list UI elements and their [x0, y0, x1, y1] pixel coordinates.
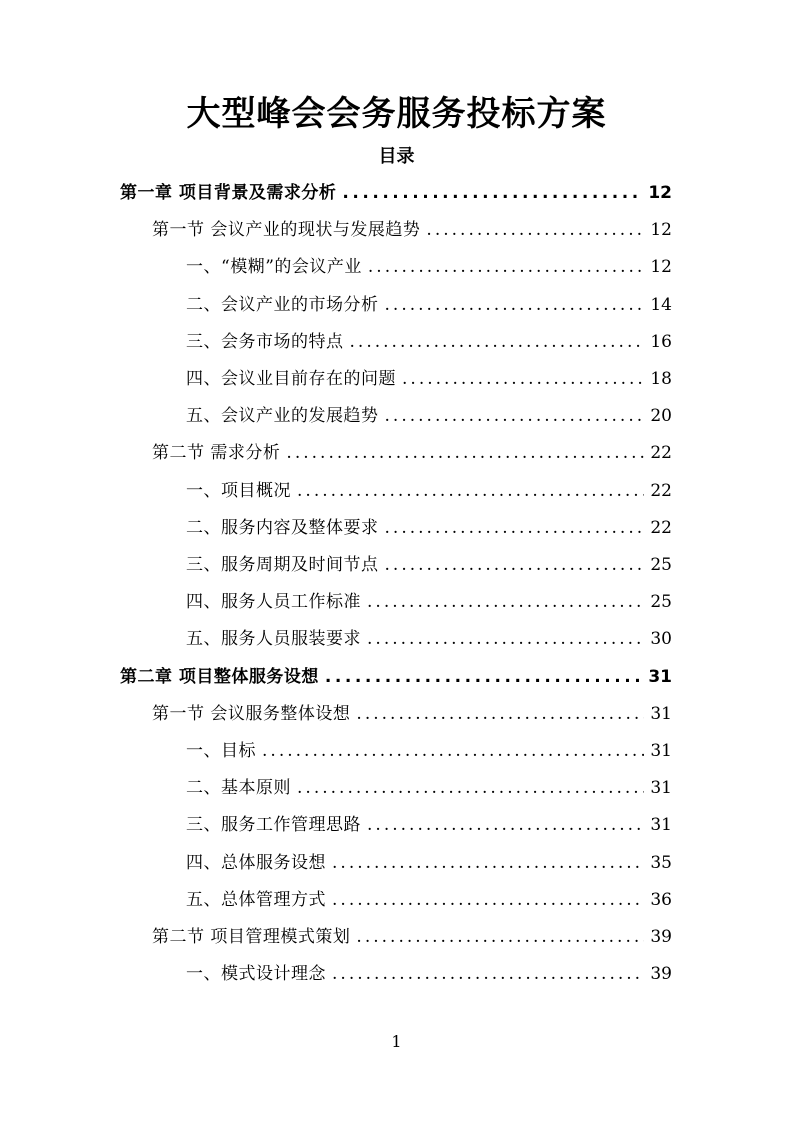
toc-entry-page: 31 [650, 741, 672, 761]
toc-leader-dots [297, 770, 644, 807]
toc-leader-dots [426, 212, 644, 249]
toc-entry[interactable] [186, 547, 672, 584]
toc-entry[interactable] [120, 659, 672, 696]
toc-heading: 目录 [378, 146, 415, 167]
toc-entry-label: 第一节 会议产业的现状与发展趋势 [152, 220, 421, 241]
toc-entry[interactable] [152, 435, 672, 472]
toc-entry-label: 二、会议产业的市场分析 [186, 294, 379, 315]
toc-entry-page: 39 [650, 927, 672, 947]
toc-entry-label: 第二节 需求分析 [152, 443, 281, 464]
toc-entry-page: 25 [650, 555, 672, 575]
toc-leader-dots [325, 659, 642, 696]
toc-leader-dots [367, 584, 644, 621]
toc-entry[interactable] [186, 361, 672, 398]
toc-entry-page: 31 [650, 815, 672, 836]
toc-leader-dots [332, 845, 644, 882]
toc-entry-label: 三、会务市场的特点 [186, 331, 344, 352]
toc-entry-page: 12 [648, 183, 672, 203]
toc-entry-label: 三、服务工作管理思路 [186, 815, 361, 836]
toc-leader-dots [385, 510, 645, 547]
toc-entry[interactable] [152, 212, 672, 249]
toc-entry-page: 14 [650, 294, 672, 315]
toc-entry-page: 12 [650, 257, 672, 278]
toc-entry-page: 22 [650, 480, 672, 501]
toc-entry-label: 一、目标 [186, 741, 256, 761]
toc-entry-label: 五、服务人员服装要求 [186, 629, 361, 650]
toc-entry-page: 31 [650, 703, 672, 724]
toc-leader-dots [350, 324, 645, 361]
document-title: 大型峰会会务服务投标方案 [186, 94, 607, 134]
toc-entry-label: 四、服务人员工作标准 [186, 592, 361, 613]
toc-leader-dots [402, 361, 644, 398]
toc-leader-dots [332, 882, 644, 919]
toc-entry-page: 31 [648, 666, 672, 687]
toc-leader-dots [385, 287, 645, 324]
toc-entry[interactable] [186, 324, 672, 361]
toc-leader-dots [385, 547, 645, 584]
toc-entry-label: 五、会议产业的发展趋势 [186, 406, 379, 427]
toc-entry-label: 第二节 项目管理模式策划 [152, 927, 351, 947]
toc-leader-dots [367, 807, 644, 844]
toc-entry[interactable] [186, 473, 672, 510]
toc-entry[interactable] [186, 621, 672, 658]
toc-entry[interactable] [186, 845, 672, 882]
toc-entry-label: 二、服务内容及整体要求 [186, 517, 379, 538]
toc-entry[interactable] [186, 956, 672, 993]
toc-entry-page: 30 [650, 629, 672, 650]
toc-leader-dots [385, 398, 645, 435]
toc-entry-page: 22 [650, 517, 672, 538]
toc-entry-page: 20 [650, 406, 672, 427]
toc-entry-label: 第二章 项目整体服务设想 [120, 666, 319, 687]
toc-entry[interactable] [152, 696, 672, 733]
toc-leader-dots [262, 733, 644, 770]
toc-entry[interactable] [152, 919, 672, 956]
toc-leader-dots [367, 621, 644, 658]
toc-leader-dots [286, 435, 644, 472]
toc-entry-page: 22 [650, 443, 672, 464]
toc-entry-label: 三、服务周期及时间节点 [186, 555, 379, 575]
toc-entry-label: 五、总体管理方式 [186, 889, 326, 910]
toc-entry-label: 一、项目概况 [186, 480, 291, 501]
page-number: 1 [391, 1032, 402, 1051]
toc-entry-label: 二、基本原则 [186, 778, 291, 799]
toc-entry-label: 第一节 会议服务整体设想 [152, 703, 351, 724]
toc-entry-page: 25 [650, 592, 672, 613]
toc-entry-page: 31 [650, 778, 672, 799]
toc-leader-dots [332, 956, 644, 993]
toc-leader-dots [297, 473, 644, 510]
toc-entry-page: 12 [650, 220, 672, 241]
toc-entry[interactable] [186, 770, 672, 807]
toc-entry[interactable] [186, 510, 672, 547]
toc-entry-label: 第一章 项目背景及需求分析 [120, 183, 337, 203]
toc-entry-label: 一、模式设计理念 [186, 964, 326, 985]
toc-entry[interactable] [186, 287, 672, 324]
toc-entry-label: 四、会议业目前存在的问题 [186, 369, 396, 389]
toc-entry-label: 一、“模糊”的会议产业 [186, 257, 362, 278]
toc-entry[interactable] [186, 807, 672, 844]
toc-entry[interactable] [186, 882, 672, 919]
toc-entry-label: 四、总体服务设想 [186, 852, 326, 873]
toc-entry-page: 36 [650, 889, 672, 910]
toc-leader-dots [356, 919, 644, 956]
toc-leader-dots [368, 249, 644, 286]
toc-leader-dots [356, 696, 644, 733]
toc-entry-page: 39 [650, 964, 672, 985]
toc-entry[interactable] [186, 249, 672, 286]
toc-entry[interactable] [186, 584, 672, 621]
toc-leader-dots [342, 175, 642, 212]
toc-entry-page: 18 [650, 369, 672, 389]
toc-entry[interactable] [186, 733, 672, 770]
toc-entry-page: 35 [650, 852, 672, 873]
toc-entry[interactable] [120, 175, 672, 212]
toc-entry-page: 16 [650, 331, 672, 352]
toc-entry[interactable] [186, 398, 672, 435]
